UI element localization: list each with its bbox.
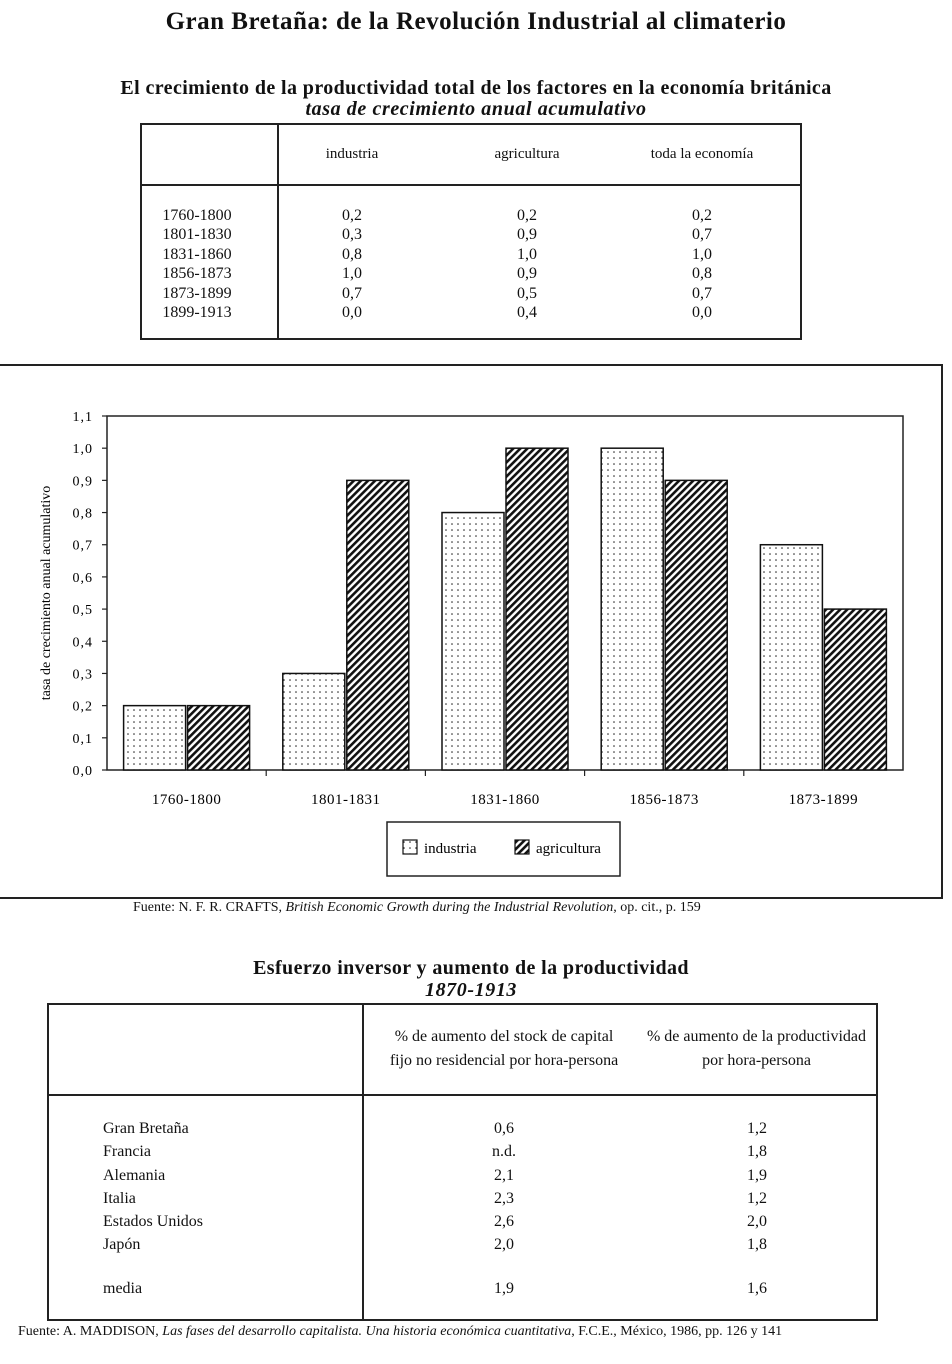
productivity-table <box>140 123 802 340</box>
source-suffix: , op. cit., p. 159 <box>613 900 701 915</box>
x-tick-label: 1831-1860 <box>470 792 540 808</box>
value-cell: 1,0 <box>342 265 362 283</box>
value-cell: 1,0 <box>692 245 712 263</box>
value-cell: 0,7 <box>692 284 712 302</box>
x-tick-label: 1760-1800 <box>151 792 222 808</box>
legend-label-industria: industria <box>424 841 477 857</box>
chart-frame <box>0 364 943 899</box>
source-note-2 <box>18 1324 782 1340</box>
source-note-1 <box>133 900 701 916</box>
value-cell: 0,9 <box>517 265 537 283</box>
header-capital <box>364 1025 644 1073</box>
value-cell: 0,6 <box>494 1120 514 1137</box>
period-cell: 1856-1873 <box>162 265 232 283</box>
value-cell: 0,0 <box>692 303 712 321</box>
header-toda-economia: toda la economía <box>650 146 754 162</box>
value-cell: 0,8 <box>692 265 712 283</box>
bar-industria <box>283 673 345 770</box>
country-cell: Italia <box>103 1189 136 1207</box>
value-cell: n.d. <box>492 1143 516 1161</box>
table1-subtitle: tasa de crecimiento anual acumulativo <box>305 98 647 120</box>
value-cell: 0,2 <box>692 207 712 224</box>
value-cell: 0,9 <box>517 226 537 244</box>
period-column <box>152 206 242 322</box>
value-cell: 0,2 <box>517 207 537 224</box>
source-work: Las fases del desarrollo capitalista. Una historia económica cuantitativa <box>162 1324 572 1339</box>
country-column <box>103 1117 303 1300</box>
legend-label-agricultura: agricultura <box>536 841 601 857</box>
y-tick-label: 0,4 <box>72 635 93 651</box>
bar-chart <box>0 366 943 901</box>
bar-agricultura <box>506 448 568 770</box>
investment-table <box>47 1003 878 1321</box>
y-tick-label: 1,0 <box>72 442 93 458</box>
value-cell: 0,0 <box>342 303 362 321</box>
bar-industria <box>442 513 504 770</box>
period-cell: 1899-1913 <box>162 303 232 321</box>
country-cell: Estados Unidos <box>103 1213 203 1231</box>
country-cell: Francia <box>103 1143 151 1161</box>
country-cell: Japón <box>103 1236 141 1254</box>
value-cell: 1,9 <box>747 1166 767 1184</box>
header-industria: industria <box>325 146 379 162</box>
page-title: Gran Bretaña: de la Revolución Industrial al climaterio <box>165 8 787 35</box>
y-axis-title: tasa de crecimiento anual acumulativo <box>39 485 54 701</box>
period-cell: 1831-1860 <box>162 245 232 263</box>
y-tick-label: 0,9 <box>72 474 93 490</box>
source-prefix: Fuente: A. MADDISON, <box>18 1324 163 1339</box>
y-tick-label: 1,1 <box>72 410 93 425</box>
value-cell: 0,2 <box>342 207 362 224</box>
x-tick-label: 1856-1873 <box>629 792 699 808</box>
media-value: 1,9 <box>494 1279 514 1297</box>
value-cell: 2,0 <box>494 1236 514 1254</box>
country-cell: Gran Bretaña <box>103 1120 189 1137</box>
x-tick-label: 1873-1899 <box>788 792 859 808</box>
bar-industria <box>760 545 822 770</box>
y-tick-label: 0,3 <box>72 667 93 683</box>
y-tick-label: 0,6 <box>72 570 93 586</box>
industria-column <box>322 206 382 322</box>
bar-agricultura <box>665 480 727 770</box>
value-cell: 2,6 <box>494 1213 514 1231</box>
period-cell: 1873-1899 <box>162 284 232 302</box>
value-cell: 1,2 <box>747 1120 767 1137</box>
period-cell: 1801-1830 <box>162 226 232 244</box>
period-cell: 1760-1800 <box>162 207 232 224</box>
economia-column <box>672 206 732 322</box>
value-cell: 2,1 <box>494 1166 514 1184</box>
header-productividad-line1: % de aumento de la productividad <box>646 1028 867 1045</box>
table-divider <box>142 184 800 186</box>
header-productividad-line2: por hora-persona <box>702 1052 811 1069</box>
source-suffix: , F.C.E., México, 1986, pp. 126 y 141 <box>571 1324 783 1339</box>
media-label: media <box>103 1279 143 1297</box>
y-tick-label: 0,1 <box>72 731 93 747</box>
y-tick-label: 0,0 <box>72 764 93 779</box>
bar-agricultura <box>347 480 409 770</box>
agricultura-column <box>497 206 557 322</box>
value-cell: 1,0 <box>517 245 537 263</box>
source-prefix: Fuente: N. F. R. CRAFTS, <box>133 900 286 915</box>
table-divider <box>277 125 279 338</box>
y-tick-label: 0,2 <box>72 699 93 715</box>
bar-agricultura <box>824 609 886 770</box>
value-cell: 2,0 <box>747 1213 767 1231</box>
value-cell: 0,3 <box>342 226 362 244</box>
value-cell: 0,4 <box>517 303 537 321</box>
value-cell: 0,7 <box>692 226 712 244</box>
bar-industria <box>601 448 663 770</box>
bar-industria <box>124 706 186 770</box>
y-tick-label: 0,5 <box>72 603 93 619</box>
capital-column <box>474 1117 534 1300</box>
value-cell: 1,8 <box>747 1143 767 1161</box>
value-cell: 1,8 <box>747 1236 767 1254</box>
header-capital-line2: fijo no residencial por hora-persona <box>389 1052 619 1069</box>
value-cell: 1,2 <box>747 1189 767 1207</box>
value-cell: 0,7 <box>342 284 362 302</box>
x-tick-label: 1801-1831 <box>311 792 381 808</box>
y-tick-label: 0,7 <box>72 538 93 554</box>
legend-swatch-agricultura <box>515 840 529 854</box>
country-cell: Alemania <box>103 1166 166 1184</box>
table-divider <box>49 1094 876 1096</box>
value-cell: 2,3 <box>494 1189 514 1207</box>
header-agricultura: agricultura <box>494 146 560 162</box>
bar-agricultura <box>188 706 250 770</box>
media-value: 1,6 <box>747 1279 767 1297</box>
header-capital-line1: % de aumento del stock de capital <box>394 1028 614 1045</box>
table2-title: Esfuerzo inversor y aumento de la productividad <box>253 957 689 979</box>
table1-title: El crecimiento de la productividad total de los factores en la economía británica <box>120 77 832 99</box>
value-cell: 0,5 <box>517 284 537 302</box>
header-productividad <box>634 1025 879 1073</box>
table2-subtitle: 1870-1913 <box>424 979 518 1001</box>
legend-swatch-industria <box>403 840 417 854</box>
value-cell: 0,8 <box>342 245 362 263</box>
source-work: British Economic Growth during the Industrial Revolution <box>285 900 614 915</box>
productividad-column <box>727 1117 787 1300</box>
y-tick-label: 0,8 <box>72 506 93 522</box>
